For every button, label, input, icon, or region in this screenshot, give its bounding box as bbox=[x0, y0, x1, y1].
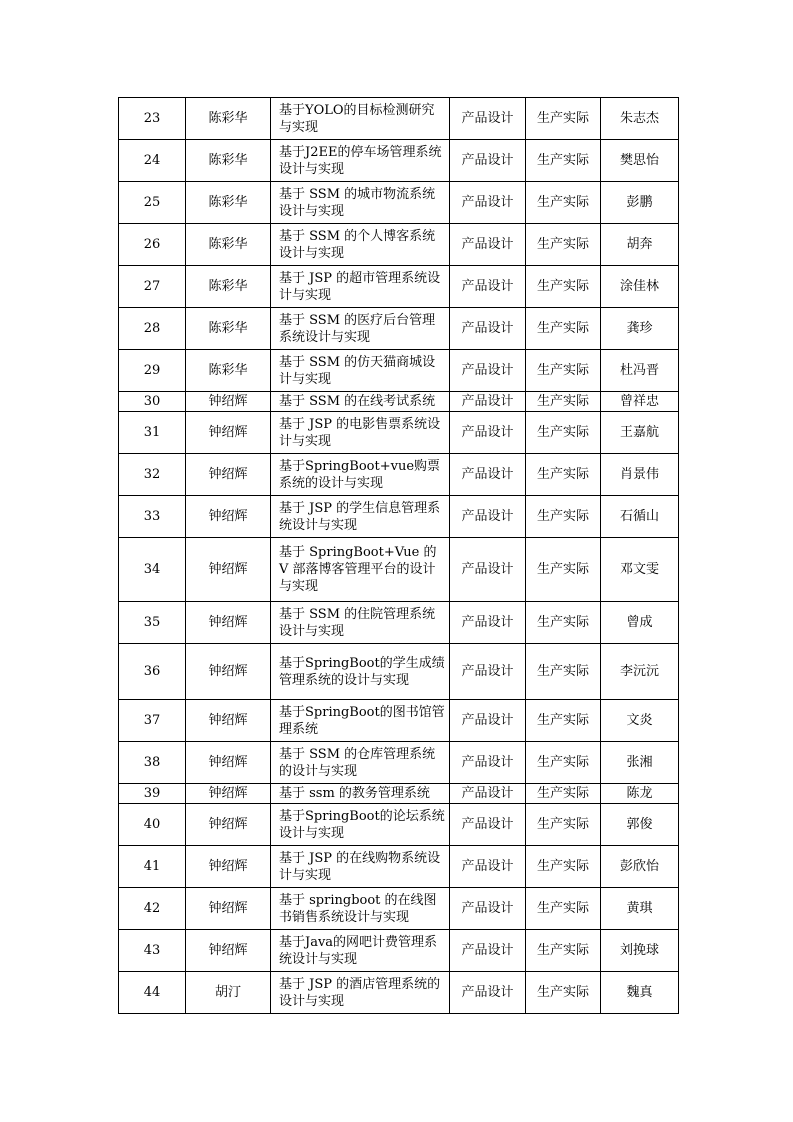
advisor-cell: 陈彩华 bbox=[186, 266, 271, 308]
topic-type-cell: 产品设计 bbox=[450, 350, 526, 392]
topic-title-cell: 基于 SpringBoot+Vue 的 V 部落博客管理平台的设计与实现 bbox=[271, 538, 450, 602]
advisor-cell: 钟绍辉 bbox=[186, 644, 271, 700]
row-number-cell: 39 bbox=[119, 784, 186, 804]
row-number-cell: 41 bbox=[119, 846, 186, 888]
topic-source-cell: 生产实际 bbox=[526, 392, 601, 412]
student-cell: 邓文雯 bbox=[601, 538, 679, 602]
topic-title-cell: 基于SpringBoot+vue购票系统的设计与实现 bbox=[271, 454, 450, 496]
student-cell: 龚珍 bbox=[601, 308, 679, 350]
topic-source-cell: 生产实际 bbox=[526, 182, 601, 224]
table-row bbox=[119, 538, 679, 602]
table-row bbox=[119, 454, 679, 496]
topic-source-cell: 生产实际 bbox=[526, 454, 601, 496]
student-cell: 文炎 bbox=[601, 700, 679, 742]
topic-source-cell: 生产实际 bbox=[526, 784, 601, 804]
student-cell: 张湘 bbox=[601, 742, 679, 784]
table-row bbox=[119, 784, 679, 804]
topic-title-cell: 基于 ssm 的教务管理系统 bbox=[271, 784, 450, 804]
table-row bbox=[119, 98, 679, 140]
table-row bbox=[119, 644, 679, 700]
table-row bbox=[119, 266, 679, 308]
topic-type-cell: 产品设计 bbox=[450, 700, 526, 742]
topic-source-cell: 生产实际 bbox=[526, 538, 601, 602]
student-cell: 涂佳林 bbox=[601, 266, 679, 308]
topic-type-cell: 产品设计 bbox=[450, 804, 526, 846]
advisor-cell: 钟绍辉 bbox=[186, 804, 271, 846]
advisor-cell: 钟绍辉 bbox=[186, 888, 271, 930]
topic-source-cell: 生产实际 bbox=[526, 930, 601, 972]
student-cell: 彭欣怡 bbox=[601, 846, 679, 888]
student-cell: 魏真 bbox=[601, 972, 679, 1014]
topic-source-cell: 生产实际 bbox=[526, 700, 601, 742]
topic-title-cell: 基于 JSP 的超市管理系统设计与实现 bbox=[271, 266, 450, 308]
student-cell: 石循山 bbox=[601, 496, 679, 538]
topic-source-cell: 生产实际 bbox=[526, 804, 601, 846]
row-number-cell: 26 bbox=[119, 224, 186, 266]
table-row bbox=[119, 888, 679, 930]
topic-source-cell: 生产实际 bbox=[526, 98, 601, 140]
student-cell: 肖景伟 bbox=[601, 454, 679, 496]
student-cell: 樊思怡 bbox=[601, 140, 679, 182]
student-cell: 杜冯晋 bbox=[601, 350, 679, 392]
student-cell: 曾祥忠 bbox=[601, 392, 679, 412]
advisor-cell: 陈彩华 bbox=[186, 98, 271, 140]
topic-source-cell: 生产实际 bbox=[526, 350, 601, 392]
topic-title-cell: 基于J2EE的停车场管理系统设计与实现 bbox=[271, 140, 450, 182]
table-row bbox=[119, 972, 679, 1014]
student-cell: 胡奔 bbox=[601, 224, 679, 266]
thesis-topic-table bbox=[118, 97, 679, 1014]
advisor-cell: 钟绍辉 bbox=[186, 784, 271, 804]
row-number-cell: 38 bbox=[119, 742, 186, 784]
topic-type-cell: 产品设计 bbox=[450, 538, 526, 602]
row-number-cell: 40 bbox=[119, 804, 186, 846]
advisor-cell: 陈彩华 bbox=[186, 140, 271, 182]
advisor-cell: 陈彩华 bbox=[186, 308, 271, 350]
table-row bbox=[119, 846, 679, 888]
topic-title-cell: 基于 JSP 的酒店管理系统的设计与实现 bbox=[271, 972, 450, 1014]
topic-title-cell: 基于 springboot 的在线图书销售系统设计与实现 bbox=[271, 888, 450, 930]
topic-title-cell: 基于 JSP 的电影售票系统设计与实现 bbox=[271, 412, 450, 454]
row-number-cell: 32 bbox=[119, 454, 186, 496]
table-body bbox=[119, 98, 679, 1014]
topic-type-cell: 产品设计 bbox=[450, 454, 526, 496]
row-number-cell: 34 bbox=[119, 538, 186, 602]
advisor-cell: 钟绍辉 bbox=[186, 602, 271, 644]
topic-type-cell: 产品设计 bbox=[450, 930, 526, 972]
topic-source-cell: 生产实际 bbox=[526, 412, 601, 454]
row-number-cell: 29 bbox=[119, 350, 186, 392]
topic-type-cell: 产品设计 bbox=[450, 972, 526, 1014]
table-row bbox=[119, 140, 679, 182]
topic-source-cell: 生产实际 bbox=[526, 308, 601, 350]
topic-title-cell: 基于SpringBoot的学生成绩管理系统的设计与实现 bbox=[271, 644, 450, 700]
topic-title-cell: 基于 SSM 的仿天猫商城设计与实现 bbox=[271, 350, 450, 392]
topic-source-cell: 生产实际 bbox=[526, 140, 601, 182]
topic-type-cell: 产品设计 bbox=[450, 742, 526, 784]
advisor-cell: 钟绍辉 bbox=[186, 454, 271, 496]
row-number-cell: 30 bbox=[119, 392, 186, 412]
table-row bbox=[119, 496, 679, 538]
topic-source-cell: 生产实际 bbox=[526, 972, 601, 1014]
topic-source-cell: 生产实际 bbox=[526, 496, 601, 538]
advisor-cell: 钟绍辉 bbox=[186, 496, 271, 538]
topic-source-cell: 生产实际 bbox=[526, 644, 601, 700]
topic-source-cell: 生产实际 bbox=[526, 266, 601, 308]
topic-type-cell: 产品设计 bbox=[450, 412, 526, 454]
advisor-cell: 钟绍辉 bbox=[186, 700, 271, 742]
table-row bbox=[119, 350, 679, 392]
topic-title-cell: 基于 SSM 的在线考试系统 bbox=[271, 392, 450, 412]
advisor-cell: 陈彩华 bbox=[186, 182, 271, 224]
row-number-cell: 35 bbox=[119, 602, 186, 644]
advisor-cell: 陈彩华 bbox=[186, 224, 271, 266]
topic-type-cell: 产品设计 bbox=[450, 784, 526, 804]
topic-source-cell: 生产实际 bbox=[526, 224, 601, 266]
topic-title-cell: 基于SpringBoot的论坛系统设计与实现 bbox=[271, 804, 450, 846]
row-number-cell: 23 bbox=[119, 98, 186, 140]
topic-title-cell: 基于 JSP 的在线购物系统设计与实现 bbox=[271, 846, 450, 888]
row-number-cell: 31 bbox=[119, 412, 186, 454]
row-number-cell: 27 bbox=[119, 266, 186, 308]
topic-type-cell: 产品设计 bbox=[450, 182, 526, 224]
row-number-cell: 28 bbox=[119, 308, 186, 350]
topic-type-cell: 产品设计 bbox=[450, 846, 526, 888]
topic-type-cell: 产品设计 bbox=[450, 224, 526, 266]
student-cell: 刘挽球 bbox=[601, 930, 679, 972]
topic-title-cell: 基于 SSM 的个人博客系统设计与实现 bbox=[271, 224, 450, 266]
topic-title-cell: 基于SpringBoot的图书馆管理系统 bbox=[271, 700, 450, 742]
student-cell: 黄琪 bbox=[601, 888, 679, 930]
table-row bbox=[119, 224, 679, 266]
advisor-cell: 陈彩华 bbox=[186, 350, 271, 392]
topic-type-cell: 产品设计 bbox=[450, 266, 526, 308]
topic-type-cell: 产品设计 bbox=[450, 602, 526, 644]
row-number-cell: 25 bbox=[119, 182, 186, 224]
advisor-cell: 钟绍辉 bbox=[186, 392, 271, 412]
topic-title-cell: 基于Java的网吧计费管理系统设计与实现 bbox=[271, 930, 450, 972]
table-row bbox=[119, 412, 679, 454]
topic-title-cell: 基于 SSM 的医疗后台管理系统设计与实现 bbox=[271, 308, 450, 350]
topic-type-cell: 产品设计 bbox=[450, 644, 526, 700]
row-number-cell: 37 bbox=[119, 700, 186, 742]
topic-title-cell: 基于 SSM 的住院管理系统设计与实现 bbox=[271, 602, 450, 644]
student-cell: 彭鹏 bbox=[601, 182, 679, 224]
topic-type-cell: 产品设计 bbox=[450, 496, 526, 538]
row-number-cell: 42 bbox=[119, 888, 186, 930]
table-row bbox=[119, 602, 679, 644]
topic-source-cell: 生产实际 bbox=[526, 888, 601, 930]
table-row bbox=[119, 392, 679, 412]
topic-source-cell: 生产实际 bbox=[526, 602, 601, 644]
table-row bbox=[119, 742, 679, 784]
row-number-cell: 44 bbox=[119, 972, 186, 1014]
topic-title-cell: 基于YOLO的目标检测研究与实现 bbox=[271, 98, 450, 140]
row-number-cell: 36 bbox=[119, 644, 186, 700]
advisor-cell: 钟绍辉 bbox=[186, 538, 271, 602]
advisor-cell: 钟绍辉 bbox=[186, 412, 271, 454]
student-cell: 朱志杰 bbox=[601, 98, 679, 140]
row-number-cell: 43 bbox=[119, 930, 186, 972]
topic-title-cell: 基于 SSM 的仓库管理系统的设计与实现 bbox=[271, 742, 450, 784]
topic-type-cell: 产品设计 bbox=[450, 140, 526, 182]
table-row bbox=[119, 182, 679, 224]
table-row bbox=[119, 930, 679, 972]
advisor-cell: 钟绍辉 bbox=[186, 846, 271, 888]
row-number-cell: 24 bbox=[119, 140, 186, 182]
topic-title-cell: 基于 JSP 的学生信息管理系统设计与实现 bbox=[271, 496, 450, 538]
row-number-cell: 33 bbox=[119, 496, 186, 538]
topic-title-cell: 基于 SSM 的城市物流系统设计与实现 bbox=[271, 182, 450, 224]
advisor-cell: 钟绍辉 bbox=[186, 930, 271, 972]
table-row bbox=[119, 804, 679, 846]
topic-type-cell: 产品设计 bbox=[450, 98, 526, 140]
topic-source-cell: 生产实际 bbox=[526, 846, 601, 888]
topic-type-cell: 产品设计 bbox=[450, 308, 526, 350]
table-row bbox=[119, 308, 679, 350]
table-row bbox=[119, 700, 679, 742]
advisor-cell: 钟绍辉 bbox=[186, 742, 271, 784]
student-cell: 曾成 bbox=[601, 602, 679, 644]
student-cell: 郭俊 bbox=[601, 804, 679, 846]
student-cell: 陈龙 bbox=[601, 784, 679, 804]
student-cell: 李沅沅 bbox=[601, 644, 679, 700]
topic-type-cell: 产品设计 bbox=[450, 888, 526, 930]
topic-source-cell: 生产实际 bbox=[526, 742, 601, 784]
topic-type-cell: 产品设计 bbox=[450, 392, 526, 412]
advisor-cell: 胡汀 bbox=[186, 972, 271, 1014]
student-cell: 王嘉航 bbox=[601, 412, 679, 454]
